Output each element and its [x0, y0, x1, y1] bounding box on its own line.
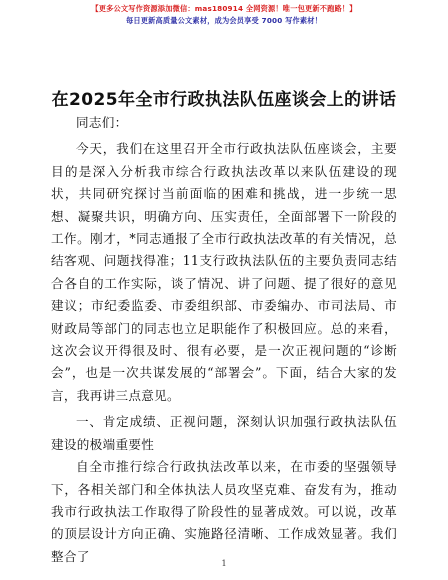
promo-banner-line1: 【更多公文写作资源添加微信：mas180914 全网资源！唯一包更新不跑路！】: [91, 4, 357, 13]
promo-banner-line2: 每日更新高质量公文素材，成为会员享受 7000 写作素材！: [125, 16, 323, 25]
salutation: 同志们：: [76, 115, 128, 130]
body-paragraph: 自全市推行综合行政执法改革以来，在市委的坚强领导下，各相关部门和全体执法人员攻坚克难、奋发有为，推动我市行政执法工作取得了阶段性的显著成效。可以说，改革的顶层设计方向正确、实施路径清晰、工作成效显著。我们整合了: [51, 459, 397, 564]
promo-banner: [0, 3, 448, 27]
document-title: 在2025年全市行政执法队伍座谈会上的讲话: [51, 90, 397, 110]
section-heading: 一、肯定成绩、正视问题，深刻认识加强行政执法队伍建设的极端重要性: [51, 414, 397, 452]
document-body: [51, 112, 397, 568]
body-paragraph: 今天，我们在这里召开全市行政执法队伍座谈会，主要目的是深入分析我市综合行政执法改革以来队伍建设的现状，共同研究探讨当前面临的困难和挑战，进一步统一思想、凝聚共识，明确方向、压实责任，全面部署下一阶段的工作。刚才，*同志通报了全市行政执法改革的有关情况，总结客观、问题找得准；11支行政执法队伍的主要负责同志结合各自的工作实际，谈了情况、讲了问题、提了很好的意见建议；市纪委监委、市委组织部、市委编办、市司法局、市财政局等部门的同志也立足职能作了积极回应。总的来看，这次会议开得很及时、很有必要，是一次正视问题的“诊断会”，也是一次共谋发展的“部署会”。下面，结合大家的发言，我再讲三点意见。: [51, 141, 397, 403]
page-number: 1: [221, 559, 227, 568]
